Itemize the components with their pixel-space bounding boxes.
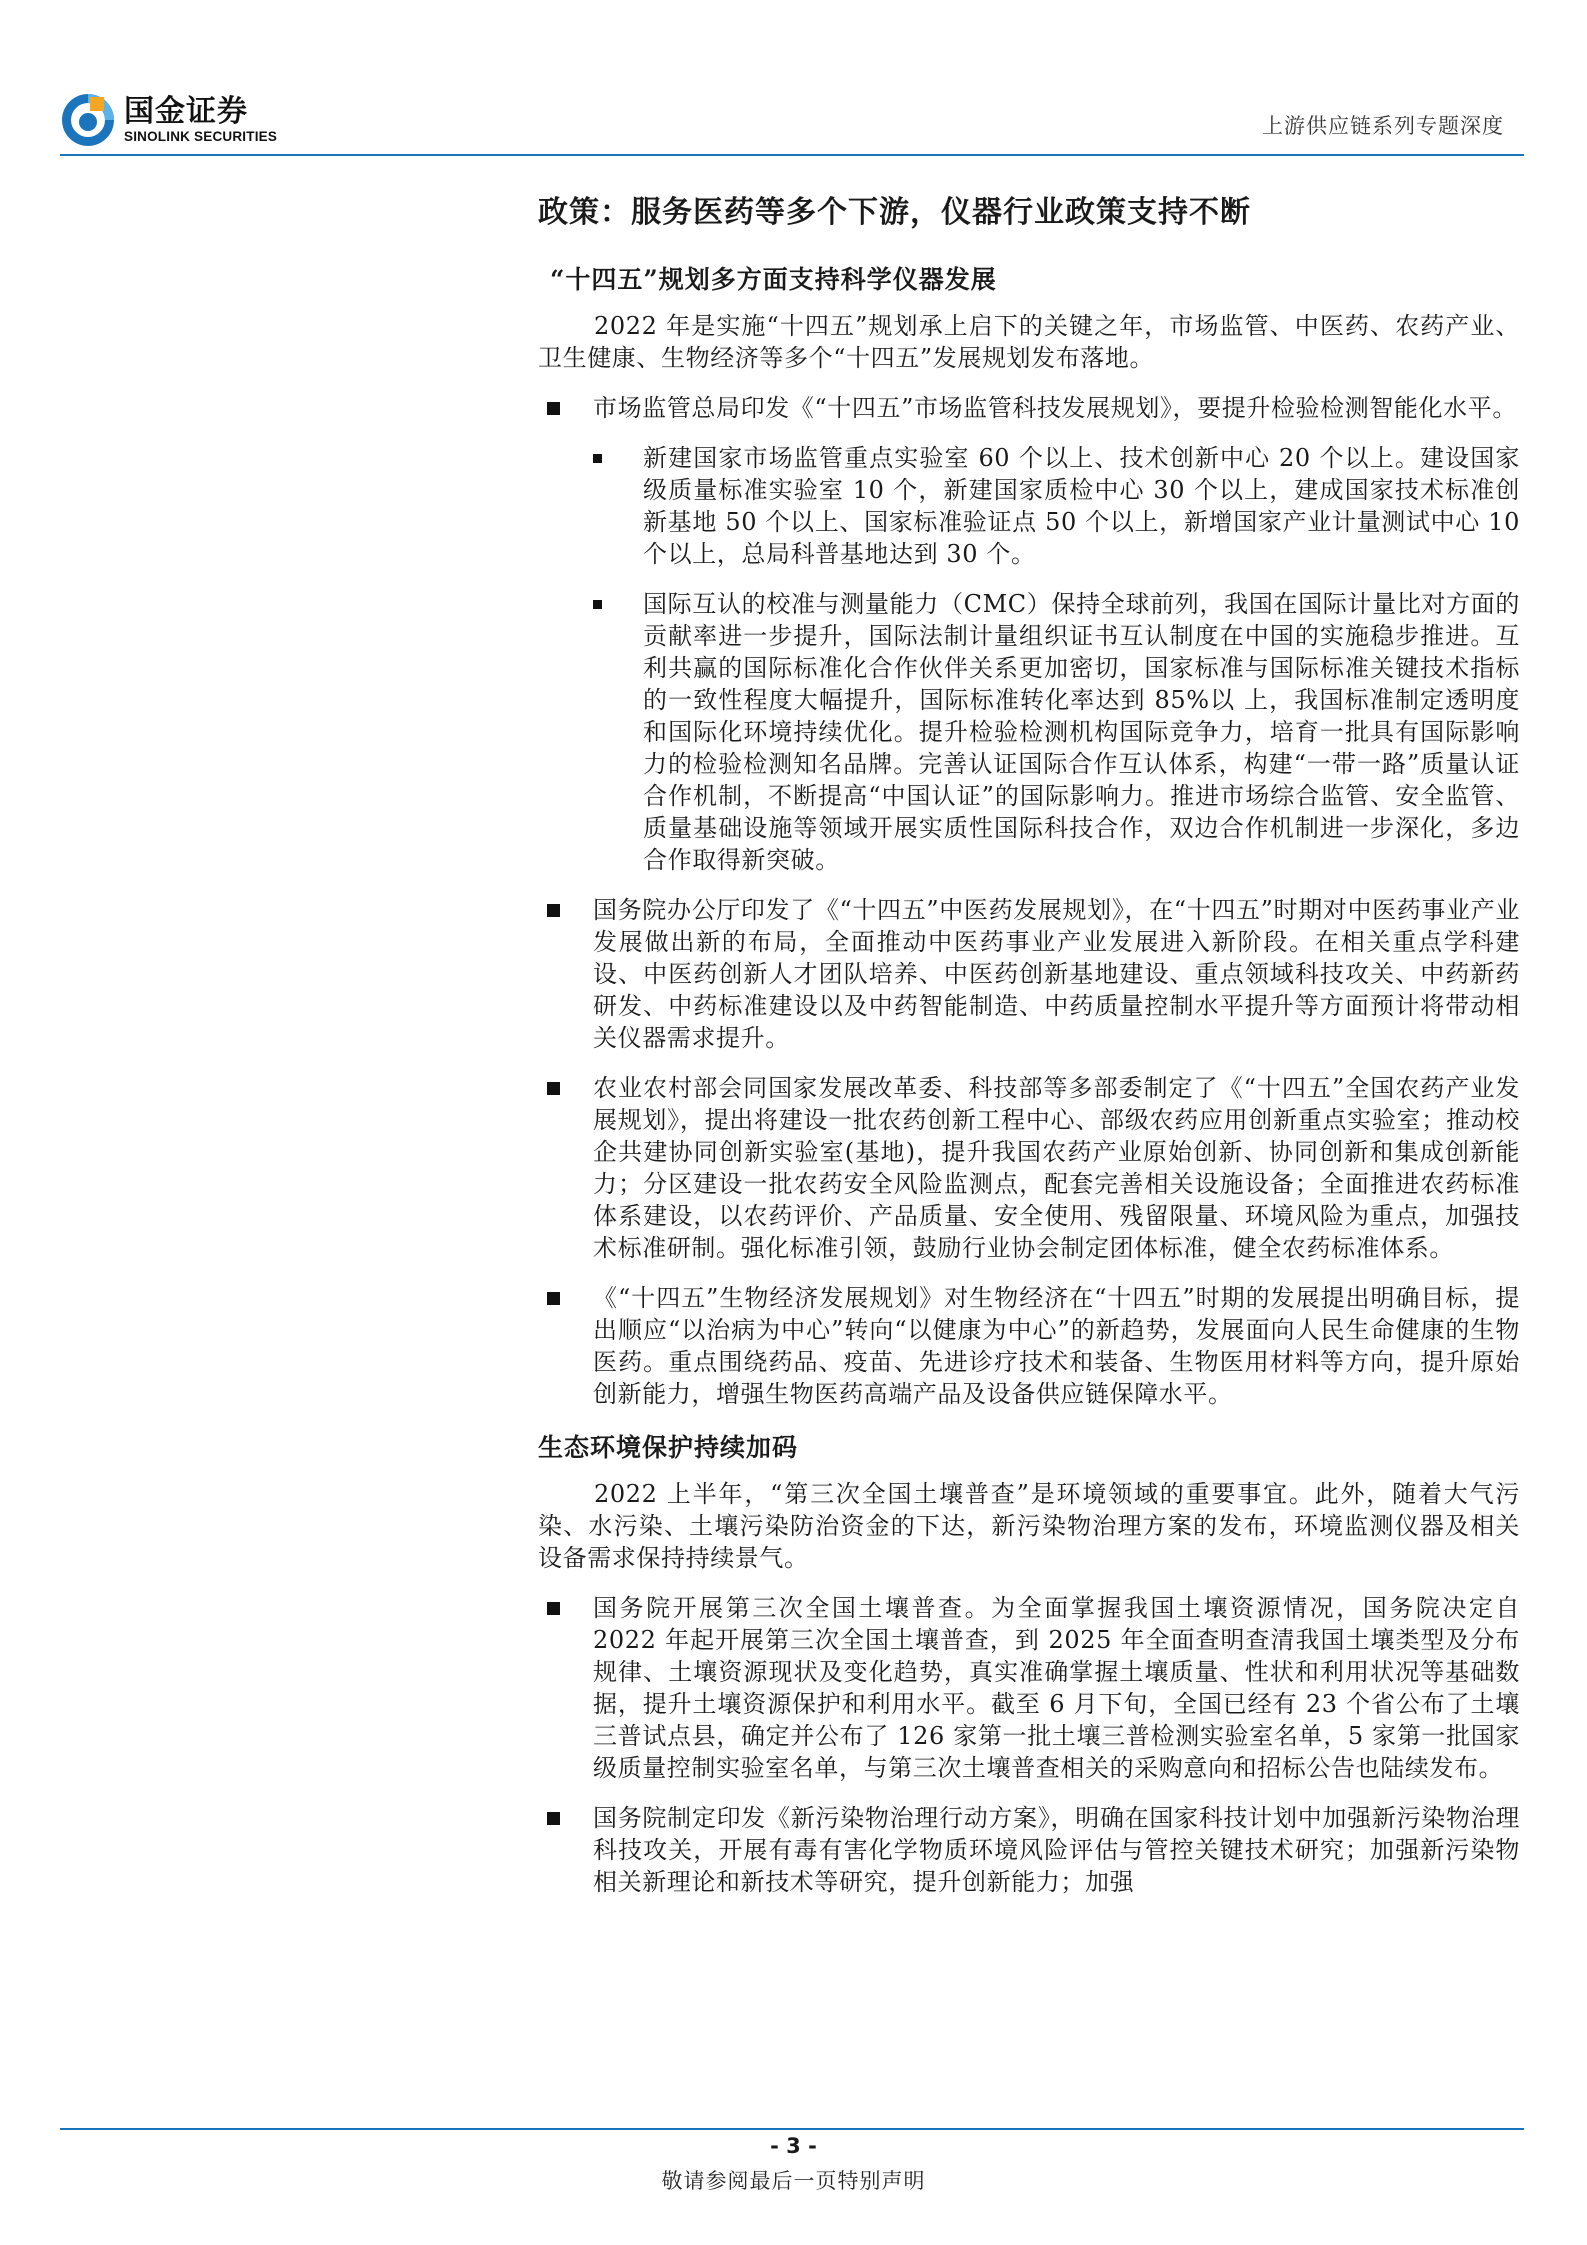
main-content bbox=[538, 188, 1520, 1916]
bullet-pesticide-plan: 农业农村部会同国家发展改革委、科技部等多部委制定了《“十四五”全国农药产业发展规划》，提出将建设一批农药创新工程中心、部级农药应用创新重点实验室；推动校企共建协同创新实验室(基地)，提升我国农药产业原始创新、协同创新和集成创新能力；分区建设一批农药安全风险监测点，配套完善相关设施设备；全面推进农药标准体系建设，以农药评价、产品质量、安全使用、残留限量、环境风险为重点，加强技术标准研制。强化标准引领，鼓励行业协会制定团体标准，健全农药标准体系。 bbox=[538, 1072, 1520, 1264]
subsection-title-environment: 生态环境保护持续加码 bbox=[538, 1433, 799, 1462]
footer-divider bbox=[60, 2128, 1524, 2130]
subsection-title-five-year-plan: “十四五”规划多方面支持科学仪器发展 bbox=[550, 265, 997, 294]
company-logo bbox=[60, 92, 277, 148]
header-divider bbox=[60, 154, 1524, 156]
page-number: - 3 - bbox=[770, 2134, 817, 2158]
section-title: 政策：服务医药等多个下游，仪器行业政策支持不断 bbox=[538, 195, 1251, 230]
logo-chinese-name: 国金证券 bbox=[124, 94, 248, 129]
environment-intro-paragraph: 2022 上半年，“第三次全国土壤普查”是环境领域的重要事宜。此外，随着大气污染、水污染、土壤污染防治资金的下达，新污染物治理方案的发布，环境监测仪器及相关设备需求保持持续景气。 bbox=[538, 1480, 1520, 1572]
logo-english-name: SINOLINK SECURITIES bbox=[124, 129, 278, 144]
bullet-bioeconomy-plan: 《“十四五”生物经济发展规划》对生物经济在“十四五”时期的发展提出明确目标，提出顺应“以治病为中心”转向“以健康为中心”的新趋势，发展面向人民生命健康的生物医药。重点围绕药品、疫苗、先进诊疗技术和装备、生物医用材料等方向，提升原始创新能力，增强生物医药高端产品及设备供应链保障水平。 bbox=[538, 1282, 1520, 1410]
bullet-new-pollutants: 国务院制定印发《新污染物治理行动方案》，明确在国家科技计划中加强新污染物治理科技攻关，开展有毒有害化学物质环境风险评估与管控关键技术研究；加强新污染物相关新理论和新技术等研究，提升创新能力；加强 bbox=[538, 1802, 1520, 1898]
intro-paragraph: 2022 年是实施“十四五”规划承上启下的关键之年，市场监管、中医药、农药产业、卫生健康、生物经济等多个“十四五”发展规划发布落地。 bbox=[538, 312, 1520, 372]
sub-bullet-international-cooperation: 国际互认的校准与测量能力（CMC）保持全球前列，我国在国际计量比对方面的贡献率进一步提升，国际法制计量组织证书互认制度在中国的实施稳步推进。互利共赢的国际标准化合作伙伴关系更加密切，国家标准与国际标准关键技术指标的一致性程度大幅提升，国际标准转化率达到 85%以 上，我国标准制定透明度和国际化环境持续优化。提升检验检测机构国际竞争力，培育一批具有国际影响力的检验检测知名品牌。完善认证国际合作互认体系，构建“一带一路”质量认证合作机制，不断提高“中国认证”的国际影响力。推进市场综合监管、安全监管、质量基础设施等领域开展实质性国际科技合作，双边合作机制进一步深化，多边合作取得新突破。 bbox=[593, 588, 1520, 876]
sinolink-logo-icon bbox=[60, 92, 116, 148]
disclaimer-note: 敬请参阅最后一页特别声明 bbox=[661, 2169, 926, 2193]
sub-bullet-lab-targets: 新建国家市场监管重点实验室 60 个以上、技术创新中心 20 个以上。建设国家级质量标准实验室 10 个，新建国家质检中心 30 个以上，建成国家技术标准创新基地 50 个以上、国家标准验证点 50 个以上，新增国家产业计量测试中心 10 个以上，总局科普基地达到 30 个。 bbox=[593, 442, 1520, 570]
bullet-tcm-plan: 国务院办公厅印发了《“十四五”中医药发展规划》，在“十四五”时期对中医药事业产业发展做出新的布局，全面推动中医药事业产业发展进入新阶段。在相关重点学科建设、中医药创新人才团队培养、中医药创新基地建设、重点领域科技攻关、中药新药研发、中药标准建设以及中药智能制造、中药质量控制水平提升等方面预计将带动相关仪器需求提升。 bbox=[538, 894, 1520, 1054]
report-series-title: 上游供应链系列专题深度 bbox=[1262, 114, 1504, 138]
bullet-soil-census: 国务院开展第三次全国土壤普查。为全面掌握我国土壤资源情况，国务院决定自 2022 年起开展第三次全国土壤普查，到 2025 年全面查明查清我国土壤类型及分布规律、土壤资源现状及变化趋势，真实准确掌握土壤质量、性状和利用状况等基础数据，提升土壤资源保护和利用水平。截至 6 月下旬，全国已经有 23 个省公布了土壤三普试点县，确定并公布了 126 家第一批土壤三普检测实验室名单，5 家第一批国家级质量控制实验室名单，与第三次土壤普查相关的采购意向和招标公告也陆续发布。 bbox=[538, 1592, 1520, 1784]
bullet-market-regulation: 市场监管总局印发《“十四五”市场监管科技发展规划》，要提升检验检测智能化水平。 bbox=[538, 392, 1520, 424]
page-header bbox=[60, 88, 1524, 154]
